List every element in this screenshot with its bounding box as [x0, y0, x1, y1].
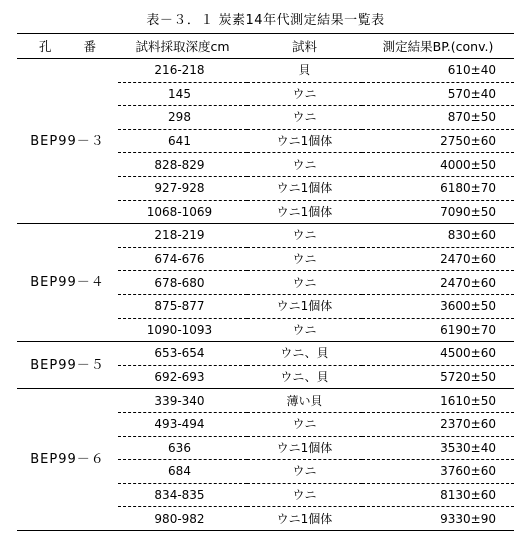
depth-cell: 339-340: [118, 389, 247, 413]
sample-cell: ウニ1個体: [247, 129, 362, 153]
result-cell: 2470±60: [362, 271, 514, 295]
result-cell: 9330±90: [362, 507, 514, 531]
sample-cell: ウニ: [247, 82, 362, 106]
sample-cell: ウニ: [247, 483, 362, 507]
sample-cell: ウニ: [247, 412, 362, 436]
depth-cell: 641: [118, 129, 247, 153]
depth-cell: 653-654: [118, 342, 247, 366]
depth-cell: 678-680: [118, 271, 247, 295]
result-cell: 7090±50: [362, 200, 514, 224]
depth-cell: 145: [118, 82, 247, 106]
result-cell: 870±50: [362, 106, 514, 130]
sample-cell: ウニ1個体: [247, 436, 362, 460]
result-cell: 2470±60: [362, 247, 514, 271]
table-title: 表－３．１ 炭素14年代測定結果一覧表: [146, 13, 385, 28]
result-cell: 3600±50: [362, 294, 514, 318]
result-cell: 3760±60: [362, 460, 514, 484]
result-cell: 6190±70: [362, 318, 514, 342]
sample-cell: ウニ1個体: [247, 294, 362, 318]
depth-cell: 674-676: [118, 247, 247, 271]
result-cell: 830±60: [362, 224, 514, 248]
sample-cell: ウニ: [247, 106, 362, 130]
sample-cell: 貝: [247, 59, 362, 83]
sample-cell: ウニ1個体: [247, 176, 362, 200]
table-row: [17, 224, 514, 248]
sample-cell: ウニ: [247, 460, 362, 484]
result-cell: 3530±40: [362, 436, 514, 460]
header-result: 測定結果BP.(conv.): [362, 34, 514, 59]
depth-cell: 927-928: [118, 176, 247, 200]
result-cell: 5720±50: [362, 365, 514, 389]
depth-cell: 298: [118, 106, 247, 130]
result-cell: 1610±50: [362, 389, 514, 413]
sample-cell: ウニ: [247, 153, 362, 177]
result-cell: 4000±50: [362, 153, 514, 177]
sample-cell: ウニ: [247, 247, 362, 271]
hole-id: BEP99－６: [17, 389, 118, 531]
depth-cell: 834-835: [118, 483, 247, 507]
header-sample: 試料: [247, 34, 362, 59]
depth-cell: 493-494: [118, 412, 247, 436]
header-hole: 孔 番: [17, 34, 118, 59]
result-cell: 610±40: [362, 59, 514, 83]
depth-cell: 684: [118, 460, 247, 484]
sample-cell: ウニ: [247, 318, 362, 342]
sample-cell: ウニ: [247, 271, 362, 295]
depth-cell: 218-219: [118, 224, 247, 248]
sample-cell: ウニ: [247, 224, 362, 248]
radiocarbon-results-table: [17, 33, 514, 531]
table-row: [17, 342, 514, 366]
depth-cell: 980-982: [118, 507, 247, 531]
sample-cell: ウニ1個体: [247, 200, 362, 224]
result-cell: 8130±60: [362, 483, 514, 507]
hole-id: BEP99－４: [17, 224, 118, 342]
table-row: [17, 59, 514, 83]
depth-cell: 1068-1069: [118, 200, 247, 224]
result-cell: 2370±60: [362, 412, 514, 436]
sample-cell: ウニ、貝: [247, 365, 362, 389]
depth-cell: 1090-1093: [118, 318, 247, 342]
depth-cell: 828-829: [118, 153, 247, 177]
hole-id: BEP99－５: [17, 342, 118, 389]
result-cell: 570±40: [362, 82, 514, 106]
depth-cell: 216-218: [118, 59, 247, 83]
depth-cell: 875-877: [118, 294, 247, 318]
sample-cell: 薄い貝: [247, 389, 362, 413]
depth-cell: 636: [118, 436, 247, 460]
result-cell: 4500±60: [362, 342, 514, 366]
hole-id: BEP99－３: [17, 59, 118, 224]
header-row: [17, 34, 514, 59]
sample-cell: ウニ、貝: [247, 342, 362, 366]
header-depth: 試料採取深度cm: [118, 34, 247, 59]
table-row: [17, 389, 514, 413]
depth-cell: 692-693: [118, 365, 247, 389]
result-cell: 6180±70: [362, 176, 514, 200]
sample-cell: ウニ1個体: [247, 507, 362, 531]
results-body: [17, 59, 514, 531]
result-cell: 2750±60: [362, 129, 514, 153]
